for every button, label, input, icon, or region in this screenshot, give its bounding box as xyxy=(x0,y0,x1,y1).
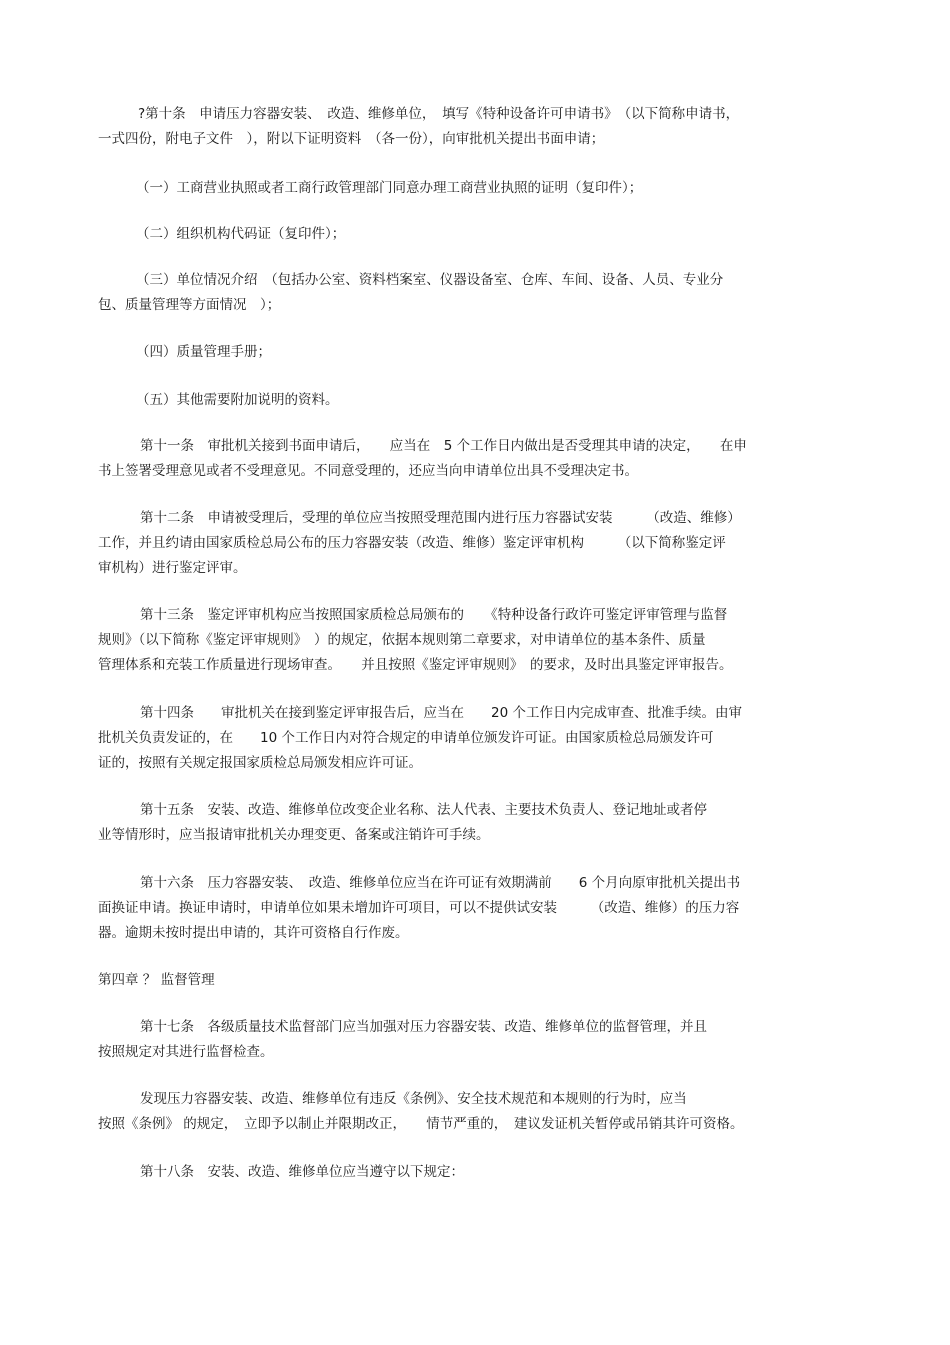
text-line: 审机构）进行鉴定评审。 xyxy=(98,560,247,576)
text-line: （一）工商营业执照或者工商行政管理部门同意办理工商营业执照的证明（复印件）； xyxy=(136,180,643,196)
text-line: 规则》（以下简称《鉴定评审规则》 ）的规定，依据本规则第二章要求，对申请单位的基本条件、质量 xyxy=(98,632,706,648)
paragraph-violation xyxy=(98,1087,744,1137)
text-line: 包、质量管理等方面情况 ）； xyxy=(98,297,281,313)
text-line: 第十二条 申请被受理后，受理的单位应当按照受理范围内进行压力容器试安装 （改造、维修） xyxy=(140,510,741,526)
text-line: 按照《条例》 的规定， 立即予以制止并限期改正， 情节严重的， 建议发证机关暂停或吊销其许可资格。 xyxy=(98,1116,744,1132)
text-line: 书上签署受理意见或者不受理意见。不同意受理的，还应当向申请单位出具不受理决定书。 xyxy=(98,463,638,479)
text-line: 发现压力容器安装、改造、维修单位有违反《条例》、安全技术规范和本规则的行为时，应当 xyxy=(140,1091,687,1107)
paragraph-article-15 xyxy=(98,798,707,848)
text-line: 第十八条 安装、改造、维修单位应当遵守以下规定： xyxy=(140,1164,464,1180)
text-line: 业等情形时，应当报请审批机关办理变更、备案或注销许可手续。 xyxy=(98,827,490,843)
text-line: 第十四条 审批机关在接到鉴定评审报告后，应当在 20 个工作日内完成审查、批准手续。由审 xyxy=(140,705,742,721)
text-line: 第十三条 鉴定评审机构应当按照国家质检总局颁布的 《特种设备行政许可鉴定评审管理与监督 xyxy=(140,607,728,623)
text-line: 管理体系和充装工作质量进行现场审查。 并且按照《鉴定评审规则》 的要求，及时出具鉴定评审报告。 xyxy=(98,657,733,673)
paragraph-article-11 xyxy=(98,434,747,484)
paragraph-item-5 xyxy=(136,388,339,413)
paragraph-article-16 xyxy=(98,871,740,946)
text-line: （四）质量管理手册； xyxy=(136,344,271,360)
paragraph-item-4 xyxy=(136,340,271,365)
text-line: 面换证申请。换证申请时，申请单位如果未增加许可项目，可以不提供试安装 （改造、维修）的压力容 xyxy=(98,900,740,916)
text-line: ?第十条 申请压力容器安装、 改造、维修单位， 填写《特种设备许可申请书》 （以下简称申请书， xyxy=(138,106,740,122)
text-line: 一式四份，附电子文件 ），附以下证明资料 （各一份），向审批机关提出书面申请； xyxy=(98,131,605,147)
text-line: 批机关负责发证的，在 10 个工作日内对符合规定的申请单位颁发许可证。由国家质检总局颁发许可 xyxy=(98,730,714,746)
text-line: 证的，按照有关规定报国家质检总局颁发相应许可证。 xyxy=(98,755,422,771)
text-line: 第十一条 审批机关接到书面申请后， 应当在 5 个工作日内做出是否受理其申请的决定， 在申 xyxy=(140,438,747,454)
paragraph-article-13 xyxy=(98,603,733,678)
text-line: 第四章 ？ 监督管理 xyxy=(98,972,215,988)
text-line: 器。逾期未按时提出申请的，其许可资格自行作废。 xyxy=(98,925,409,941)
text-line: （五）其他需要附加说明的资料。 xyxy=(136,392,339,408)
paragraph-item-2 xyxy=(136,222,345,247)
paragraph-item-3 xyxy=(98,268,723,318)
chapter-heading xyxy=(98,968,215,993)
paragraph-article-17 xyxy=(98,1015,707,1065)
paragraph-item-1 xyxy=(136,176,642,201)
text-line: 第十五条 安装、改造、维修单位改变企业名称、法人代表、主要技术负责人、登记地址或者停 xyxy=(140,802,707,818)
paragraph-article-12 xyxy=(98,506,741,581)
text-line: 工作，并且约请由国家质检总局公布的压力容器安装（改造、维修）鉴定评审机构 （以下简称鉴定评 xyxy=(98,535,726,551)
text-line: （二）组织机构代码证（复印件）； xyxy=(136,226,346,242)
text-line: 第十六条 压力容器安装、 改造、维修单位应当在许可证有效期满前 6 个月向原审批机关提出书 xyxy=(140,875,741,891)
text-line: （三）单位情况介绍 （包括办公室、资料档案室、仪器设备室、仓库、车间、设备、人员、专业分 xyxy=(136,272,724,288)
paragraph-article-14 xyxy=(98,701,742,776)
text-line: 按照规定对其进行监督检查。 xyxy=(98,1044,274,1060)
text-line: 第十七条 各级质量技术监督部门应当加强对压力容器安装、改造、维修单位的监督管理，并且 xyxy=(140,1019,707,1035)
paragraph-article-10 xyxy=(98,102,739,152)
paragraph-article-18 xyxy=(140,1160,464,1185)
